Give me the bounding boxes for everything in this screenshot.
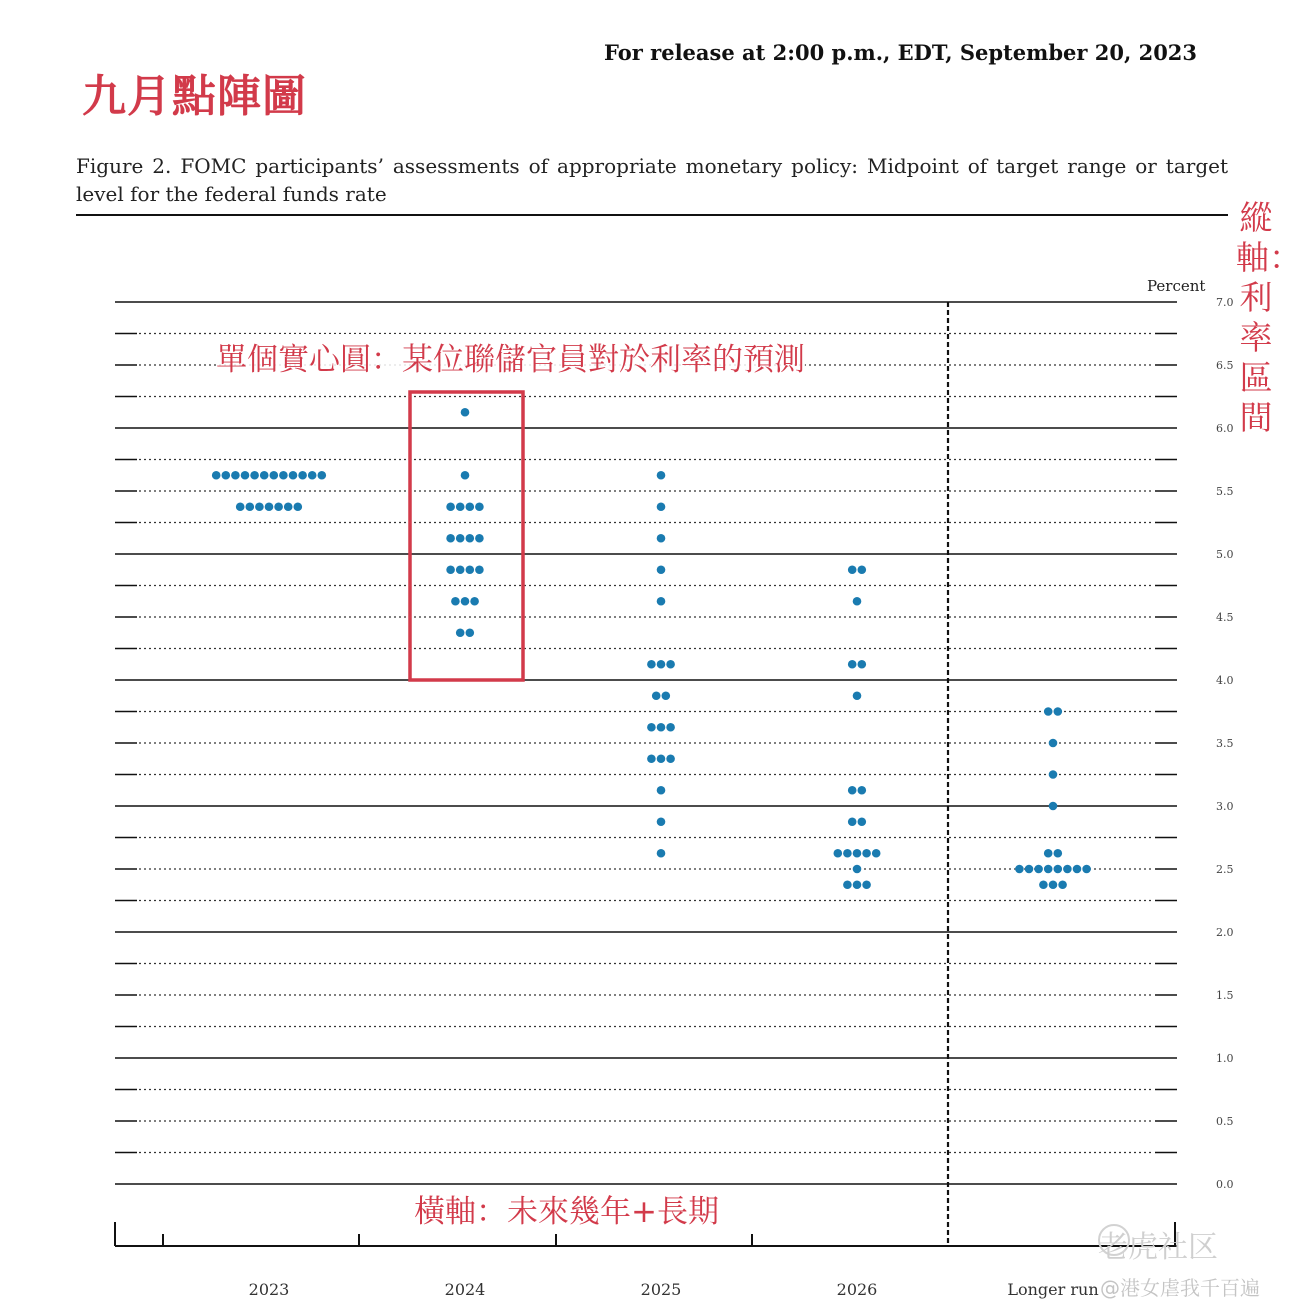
dot-2026 xyxy=(843,849,852,858)
x-category-label: 2024 xyxy=(444,1280,486,1299)
dot-2023 xyxy=(260,471,269,480)
dot-2023 xyxy=(222,471,231,480)
y-tick-label: 6.5 xyxy=(1216,359,1234,372)
dot-2024 xyxy=(446,565,455,574)
dot-2024 xyxy=(456,565,465,574)
dot-2026 xyxy=(848,786,857,795)
y-tick-label: 6.0 xyxy=(1216,422,1234,435)
dot-2023 xyxy=(212,471,221,480)
release-line: For release at 2:00 p.m., EDT, September 20, 2023 xyxy=(604,40,1198,65)
dot-2024 xyxy=(461,471,470,480)
dot-2025 xyxy=(662,691,671,700)
dot-2026 xyxy=(858,660,867,669)
dot-2026 xyxy=(843,880,852,889)
dot-longer-run xyxy=(1073,865,1082,874)
dot-2025 xyxy=(666,723,675,732)
x-category-label: Longer run xyxy=(1007,1280,1099,1299)
dot-longer-run xyxy=(1049,802,1058,811)
dot-2024 xyxy=(466,565,475,574)
y-tick-label: 5.5 xyxy=(1216,485,1234,498)
dot-2024 xyxy=(461,408,470,417)
dot-2026 xyxy=(862,880,871,889)
dot-2023 xyxy=(308,471,317,480)
dot-2023 xyxy=(246,502,255,511)
dot-longer-run xyxy=(1034,865,1043,874)
dot-longer-run xyxy=(1044,865,1053,874)
dot-2024 xyxy=(466,502,475,511)
dot-2023 xyxy=(255,502,264,511)
dot-2025 xyxy=(657,534,666,543)
dot-2025 xyxy=(657,754,666,763)
y-tick-label: 7.0 xyxy=(1216,296,1234,309)
dot-longer-run xyxy=(1044,707,1053,716)
y-tick-label: 4.5 xyxy=(1216,611,1234,624)
dot-longer-run xyxy=(1044,849,1053,858)
dot-longer-run xyxy=(1049,880,1058,889)
dot-longer-run xyxy=(1039,880,1048,889)
dot-2025 xyxy=(657,786,666,795)
dot-2023 xyxy=(294,502,303,511)
dot-2024 xyxy=(466,534,475,543)
dot-2025 xyxy=(657,565,666,574)
dot-2025 xyxy=(666,754,675,763)
watermark-handle: @港女虐我千百遍 xyxy=(1100,1276,1260,1300)
dot-2026 xyxy=(858,786,867,795)
dot-2023 xyxy=(270,471,279,480)
watermark-logo-text: 老虎社区 xyxy=(1098,1230,1218,1265)
dot-2026 xyxy=(848,565,857,574)
dot-2024 xyxy=(446,502,455,511)
dot-2026 xyxy=(853,597,862,606)
y-tick-label: 3.5 xyxy=(1216,737,1234,750)
dot-2024 xyxy=(475,565,484,574)
dot-2023 xyxy=(284,502,293,511)
dot-2025 xyxy=(652,691,661,700)
y-tick-label: 5.0 xyxy=(1216,548,1234,561)
dot-2025 xyxy=(647,660,656,669)
dot-2026 xyxy=(853,880,862,889)
dot-2025 xyxy=(657,660,666,669)
dot-2026 xyxy=(848,817,857,826)
dot-longer-run xyxy=(1054,707,1063,716)
dot-2025 xyxy=(657,723,666,732)
dot-2023 xyxy=(250,471,259,480)
dot-2023 xyxy=(289,471,298,480)
dot-2026 xyxy=(872,849,881,858)
dot-2023 xyxy=(241,471,250,480)
y-tick-label: 0.5 xyxy=(1216,1115,1234,1128)
dot-2026 xyxy=(853,865,862,874)
dot-2023 xyxy=(298,471,307,480)
dot-2023 xyxy=(279,471,288,480)
dot-longer-run xyxy=(1015,865,1024,874)
dot-2026 xyxy=(862,849,871,858)
y-tick-label: 2.0 xyxy=(1216,926,1234,939)
dot-2024 xyxy=(470,597,479,606)
dot-annotation: 單個實心圓：某位聯儲官員對於利率的預測 xyxy=(216,334,805,379)
dot-longer-run xyxy=(1025,865,1034,874)
y-tick-label: 2.5 xyxy=(1216,863,1234,876)
dot-2026 xyxy=(834,849,843,858)
dot-2023 xyxy=(265,502,274,511)
x-category-label: 2026 xyxy=(836,1280,878,1299)
dot-2026 xyxy=(853,849,862,858)
dot-2023 xyxy=(236,502,245,511)
y-tick-label: 3.0 xyxy=(1216,800,1234,813)
dot-2025 xyxy=(657,597,666,606)
dot-2025 xyxy=(647,723,656,732)
dot-2024 xyxy=(446,534,455,543)
dot-longer-run xyxy=(1054,849,1063,858)
dot-2024 xyxy=(475,502,484,511)
dot-2024 xyxy=(475,534,484,543)
y-tick-label: 4.0 xyxy=(1216,674,1234,687)
x-category-label: 2023 xyxy=(248,1280,290,1299)
y-tick-label: 1.5 xyxy=(1216,989,1234,1002)
x-category-label: 2025 xyxy=(640,1280,682,1299)
dot-longer-run xyxy=(1082,865,1091,874)
dot-2025 xyxy=(657,502,666,511)
dot-2025 xyxy=(666,660,675,669)
y-axis-label: Percent xyxy=(1147,277,1206,295)
dot-2024 xyxy=(456,534,465,543)
y-axis-annotation: 縱軸：利率區間 xyxy=(1236,198,1302,437)
dot-longer-run xyxy=(1058,880,1067,889)
dot-2026 xyxy=(848,660,857,669)
dot-2026 xyxy=(858,565,867,574)
x-axis-annotation: 橫軸：未來幾年+長期 xyxy=(414,1194,719,1230)
y-tick-label: 0.0 xyxy=(1216,1178,1234,1191)
dot-2024 xyxy=(466,628,475,637)
dot-2025 xyxy=(657,471,666,480)
dot-2023 xyxy=(274,502,283,511)
dot-2026 xyxy=(853,691,862,700)
chinese-title: 九月點陣圖 xyxy=(82,71,307,122)
dot-2024 xyxy=(451,597,460,606)
dot-longer-run xyxy=(1049,770,1058,779)
dot-2026 xyxy=(858,817,867,826)
y-tick-label: 1.0 xyxy=(1216,1052,1234,1065)
dot-2025 xyxy=(647,754,656,763)
dot-2025 xyxy=(657,849,666,858)
dot-2024 xyxy=(456,628,465,637)
dot-2023 xyxy=(231,471,240,480)
dot-longer-run xyxy=(1049,739,1058,748)
dot-2025 xyxy=(657,817,666,826)
dot-longer-run xyxy=(1063,865,1072,874)
figure-caption: Figure 2. FOMC participants’ assessments of appropriate monetary policy: Midpoint of target range or target level for the federal funds rate xyxy=(76,154,1228,206)
dot-2023 xyxy=(318,471,327,480)
dot-2024 xyxy=(461,597,470,606)
dot-2024 xyxy=(456,502,465,511)
dot-longer-run xyxy=(1054,865,1063,874)
